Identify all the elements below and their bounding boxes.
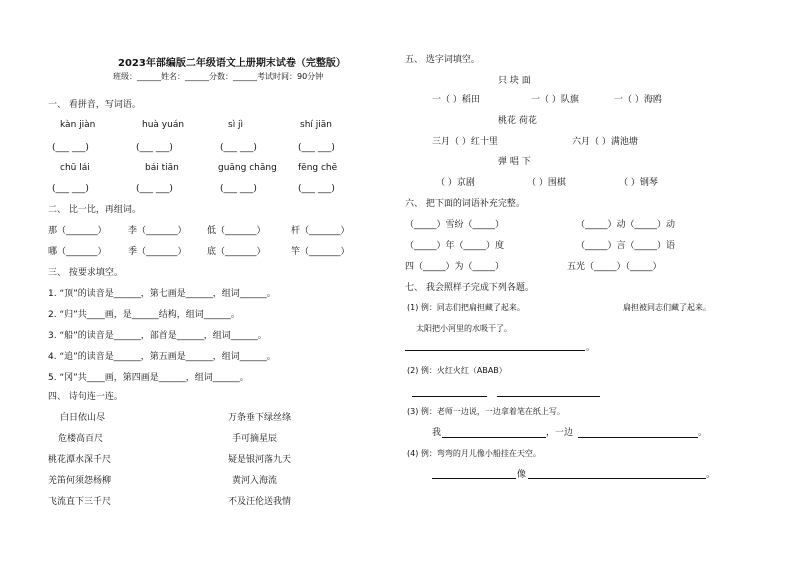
fill-item[interactable]: 1. “顶”的读音是______，第七画是______，组词______。 [48, 289, 276, 299]
compare-item[interactable]: 那（_______） [48, 226, 107, 236]
compare-item[interactable]: 哪（_______） [48, 247, 107, 257]
period: 。 [706, 470, 716, 480]
student-info-line: 班级：______姓名：______分数：______考试时间：90分钟 [113, 72, 324, 81]
pinyin-3: sì jì [228, 120, 244, 130]
poem-left[interactable]: 羌笛何须怨杨柳 [48, 476, 112, 486]
pinyin-7: guāng chāng [218, 163, 277, 173]
sentence-mid: 像 [517, 470, 527, 480]
example-answer: 扁担被同志们藏了起来。 [623, 303, 711, 312]
compare-item[interactable]: 竿（_______） [291, 247, 350, 257]
answer-box[interactable]: (___ ___) [220, 143, 257, 153]
answer-line[interactable] [578, 437, 698, 438]
answer-box[interactable]: (___ ___) [220, 184, 257, 194]
period: 。 [698, 428, 708, 438]
example-sentence: (4) 例：弯弯的月儿像小船挂在天空。 [407, 449, 541, 458]
choice-blank[interactable]: （ ）京剧 [436, 178, 475, 188]
choice-blank[interactable]: 一（ ）队旗 [531, 95, 579, 105]
page-title: 2023年部编版二年级语文上册期末试卷（完整版） [118, 58, 346, 69]
section-2-heading: 二、 比一比，再组词。 [48, 205, 141, 215]
period: 。 [586, 343, 596, 353]
idiom-blank[interactable]: （_____）年（_____）度 [405, 241, 505, 251]
word-choices: 只 块 面 [498, 76, 531, 86]
pinyin-1: kàn jiàn [60, 120, 96, 130]
answer-box[interactable]: (___ ___) [298, 143, 335, 153]
pinyin-4: shí jiān [300, 120, 332, 130]
compare-item[interactable]: 低（_______） [207, 226, 266, 236]
poem-right[interactable]: 黄河入海流 [232, 476, 278, 486]
fill-item[interactable]: 5. “冈”共____画，第四画是______，组词______。 [48, 373, 249, 383]
choice-blank[interactable]: 六月（ ）满池塘 [572, 137, 638, 147]
fill-item[interactable]: 4. “追”的读音是______，第五画是______，组词______。 [48, 352, 276, 362]
answer-box[interactable]: (___ ___) [52, 184, 89, 194]
poem-right[interactable]: 万条垂下绿丝绦 [228, 413, 292, 423]
poem-right[interactable]: 疑是银河落九天 [228, 455, 292, 465]
pinyin-8: fēng chē [298, 163, 338, 173]
pinyin-6: bái tiān [145, 163, 179, 173]
section-4-heading: 四、 诗句连一连。 [48, 392, 123, 402]
fill-item[interactable]: 3. “船”的读音是______，部首是______，组词______。 [48, 331, 267, 341]
example-sentence: (2) 例：火红火红（ABAB） [407, 366, 507, 375]
section-1-heading: 一、 看拼音，写词语。 [48, 100, 141, 110]
answer-line[interactable] [405, 350, 585, 351]
compare-item[interactable]: 杆（_______） [291, 226, 350, 236]
answer-box[interactable]: (___ ___) [52, 143, 89, 153]
example-sentence: (3) 例：老师一边说，一边拿着笔在纸上写。 [407, 407, 565, 416]
pinyin-2: huà yuán [142, 120, 185, 130]
example-sentence: (1) 例：同志们把扁担藏了起来。 [407, 303, 525, 312]
answer-box[interactable]: (___ ___) [298, 184, 335, 194]
section-3-heading: 三、 按要求填空。 [48, 268, 123, 278]
fill-item[interactable]: 2. “归”共____画，是______结构，组词______。 [48, 310, 240, 320]
idiom-blank[interactable]: 五光（_____）（_____） [567, 262, 662, 272]
compare-item[interactable]: 季（_______） [128, 247, 187, 257]
choice-blank[interactable]: 一（ ）海鸥 [614, 95, 662, 105]
choice-blank[interactable]: （ ）钢琴 [619, 178, 658, 188]
word-choices: 弹 唱 下 [498, 157, 531, 167]
choice-blank[interactable]: 三月（ ）红十里 [432, 137, 498, 147]
pinyin-5: chū lái [60, 163, 90, 173]
idiom-blank[interactable]: （_____）言（_____）语 [576, 241, 676, 251]
word-choices: 桃花 荷花 [498, 116, 537, 126]
poem-left[interactable]: 危楼高百尺 [58, 434, 104, 444]
compare-item[interactable]: 李（_______） [128, 226, 187, 236]
choice-blank[interactable]: （ ）围棋 [527, 178, 566, 188]
choice-blank[interactable]: 一（ ）稻田 [432, 95, 480, 105]
poem-left[interactable]: 桃花潭水深千尺 [48, 455, 112, 465]
poem-right[interactable]: 手可摘星辰 [232, 434, 278, 444]
answer-line[interactable] [412, 396, 487, 397]
section-6-heading: 六、 把下面的词语补充完整。 [405, 199, 525, 209]
sentence-mid: ，一边 [546, 428, 574, 438]
sentence-start: 我 [432, 428, 442, 438]
idiom-blank[interactable]: 四（_____）为（_____） [405, 262, 505, 272]
poem-left[interactable]: 飞流直下三千尺 [48, 497, 112, 507]
idiom-blank[interactable]: （_____）雪纷（_____） [405, 220, 505, 230]
answer-line[interactable] [432, 478, 516, 479]
poem-right[interactable]: 不及汪伦送我情 [228, 497, 292, 507]
answer-line[interactable] [497, 396, 600, 397]
idiom-blank[interactable]: （_____）动（_____）动 [576, 220, 676, 230]
answer-box[interactable]: (___ ___) [136, 143, 173, 153]
answer-box[interactable]: (___ ___) [136, 184, 173, 194]
prompt-sentence: 太阳把小河里的水吸干了。 [416, 324, 512, 333]
poem-left[interactable]: 白日依山尽 [60, 413, 106, 423]
section-7-heading: 七、 我会照样子完成下列各题。 [405, 283, 534, 293]
compare-item[interactable]: 底（_______） [207, 247, 266, 257]
section-5-heading: 五、 选字词填空。 [405, 55, 480, 65]
answer-line[interactable] [528, 478, 706, 479]
answer-line[interactable] [442, 437, 546, 438]
